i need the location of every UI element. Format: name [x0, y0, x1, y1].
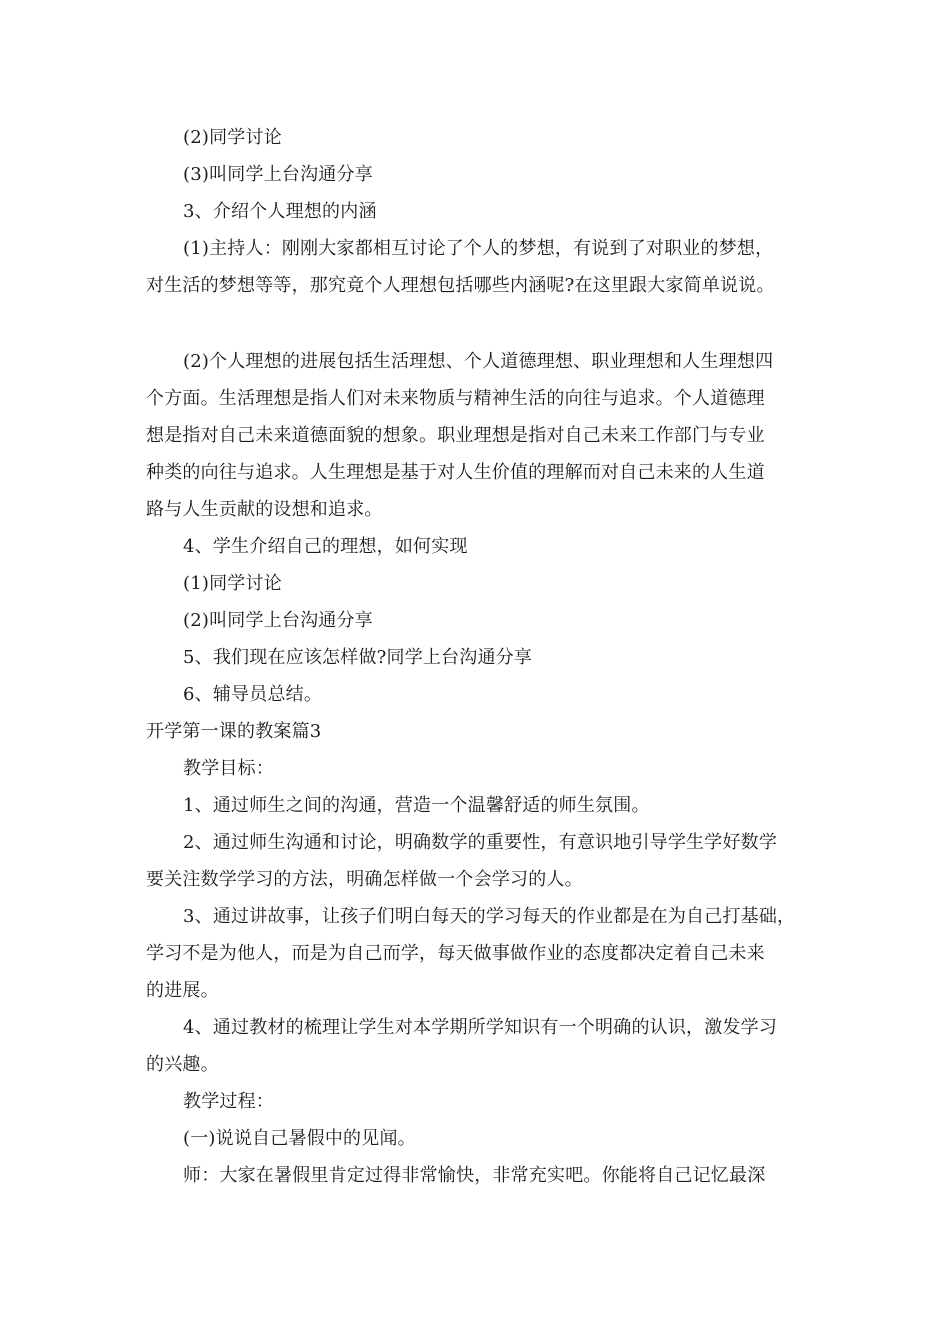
- text-line: 2、通过师生沟通和讨论，明确数学的重要性，有意识地引导学生学好数学: [183, 832, 778, 853]
- text-line: 种类的向往与追求。人生理想是基于对人生价值的理解而对自己未来的人生道: [146, 462, 765, 483]
- text-line: 3、通过讲故事，让孩子们明白每天的学习每天的作业都是在为自己打基础，: [183, 906, 796, 927]
- text-line: 路与人生贡献的设想和追求。: [146, 499, 383, 520]
- text-line: (2)个人理想的进展包括生活理想、个人道德理想、职业理想和人生理想四: [183, 351, 774, 372]
- text-line: 6、辅导员总结。: [183, 684, 323, 705]
- text-line: (2)同学讨论: [183, 127, 282, 148]
- text-line: 5、我们现在应该怎样做?同学上台沟通分享: [183, 647, 533, 668]
- text-line: (2)叫同学上台沟通分享: [183, 610, 373, 631]
- section-heading: 开学第一课的教案篇3: [146, 721, 322, 742]
- text-line: 1、通过师生之间的沟通，营造一个温馨舒适的师生氛围。: [183, 795, 650, 816]
- text-line: 想是指对自己未来道德面貌的想象。职业理想是指对自己未来工作部门与专业: [146, 425, 765, 446]
- text-line: 对生活的梦想等等，那究竟个人理想包括哪些内涵呢?在这里跟大家简单说说。: [146, 275, 775, 296]
- text-line: (1)同学讨论: [183, 573, 282, 594]
- text-line: (1)主持人：刚刚大家都相互讨论了个人的梦想，有说到了对职业的梦想，: [183, 238, 774, 259]
- text-line: 4、通过教材的梳理让学生对本学期所学知识有一个明确的认识，激发学习: [183, 1017, 778, 1038]
- text-line: 学习不是为他人，而是为自己而学，每天做事做作业的态度都决定着自己未来: [146, 943, 765, 964]
- text-line: 教学目标：: [183, 758, 274, 779]
- text-line: (3)叫同学上台沟通分享: [183, 164, 373, 185]
- text-line: 的进展。: [146, 980, 219, 1001]
- text-line: 个方面。生活理想是指人们对未来物质与精神生活的向往与追求。个人道德理: [146, 388, 765, 409]
- text-line: 要关注数学学习的方法，明确怎样做一个会学习的人。: [146, 869, 583, 890]
- text-line: 师：大家在暑假里肯定过得非常愉快，非常充实吧。你能将自己记忆最深: [183, 1165, 766, 1186]
- text-line: 3、介绍个人理想的内涵: [183, 201, 377, 222]
- text-line: 4、学生介绍自己的理想，如何实现: [183, 536, 468, 557]
- text-line: 的兴趣。: [146, 1054, 219, 1075]
- text-line: 教学过程：: [183, 1091, 274, 1112]
- text-line: (一)说说自己暑假中的见闻。: [183, 1128, 416, 1149]
